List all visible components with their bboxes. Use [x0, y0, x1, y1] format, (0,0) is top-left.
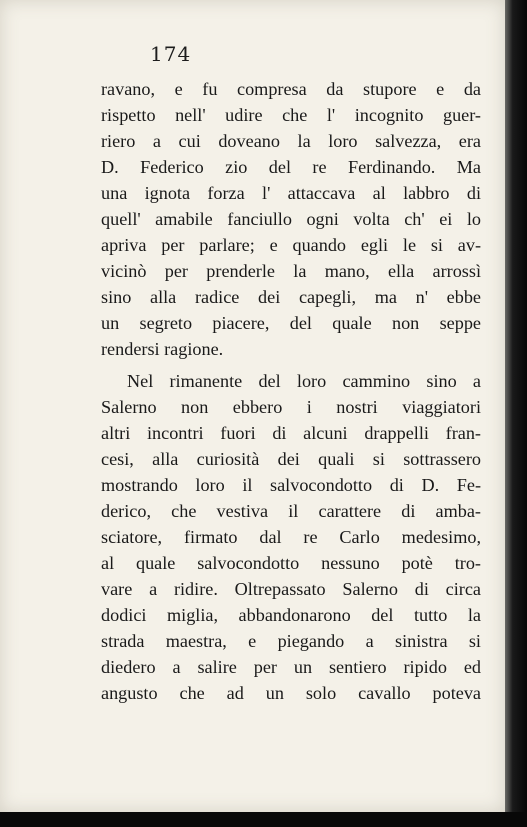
- text-line: rendersi ragione.: [101, 339, 224, 359]
- text-line: cesi, alla curiosità dei quali si sottrassero: [101, 449, 481, 469]
- text-line: apriva per parlare; e quando egli le si av-: [101, 235, 481, 255]
- text-line: mostrando loro il salvocondotto di D. Fe-: [101, 475, 481, 495]
- text-line: vare a ridire. Oltrepassato Salerno di circa: [101, 579, 481, 599]
- text-line: ravano, e fu compresa da stupore e da: [101, 79, 481, 99]
- book-spine-shadow: [505, 0, 527, 827]
- text-line: sciatore, firmato dal re Carlo medesimo,: [101, 527, 481, 547]
- text-line: angusto che ad un solo cavallo poteva: [101, 683, 481, 703]
- text-line: sino alla radice dei capegli, ma n' ebbe: [101, 287, 481, 307]
- text-line: una ignota forza l' attaccava al labbro di: [101, 183, 481, 203]
- text-line: Salerno non ebbero i nostri viaggiatori: [101, 397, 481, 417]
- text-line: vicinò per prenderle la mano, ella arrossì: [101, 261, 481, 281]
- text-line: riero a cui doveano la loro salvezza, era: [101, 131, 481, 151]
- text-line: rispetto nell' udire che l' incognito guer-: [101, 105, 481, 125]
- text-line: dodici miglia, abbandonarono del tutto la: [101, 605, 481, 625]
- text-line: al quale salvocondotto nessuno potè tro-: [101, 553, 481, 573]
- text-line: un segreto piacere, del quale non seppe: [101, 313, 481, 333]
- text-line: strada maestra, e piegando a sinistra si: [101, 631, 481, 651]
- text-line: diedero a salire per un sentiero ripido ed: [101, 657, 481, 677]
- page-bottom-shadow: [0, 812, 527, 827]
- text-line: Nel rimanente del loro cammino sino a: [127, 371, 481, 391]
- body-text: [101, 76, 481, 706]
- text-line: quell' amabile fanciullo ogni volta ch' ei lo: [101, 209, 481, 229]
- text-line: D. Federico zio del re Ferdinando. Ma: [101, 157, 481, 177]
- paragraph-1: [101, 76, 481, 362]
- text-line: altri incontri fuori di alcuni drappelli fran-: [101, 423, 481, 443]
- text-line: derico, che vestiva il carattere di amba-: [101, 501, 481, 521]
- page-number: 174: [150, 42, 192, 66]
- paragraph-2: [101, 368, 481, 706]
